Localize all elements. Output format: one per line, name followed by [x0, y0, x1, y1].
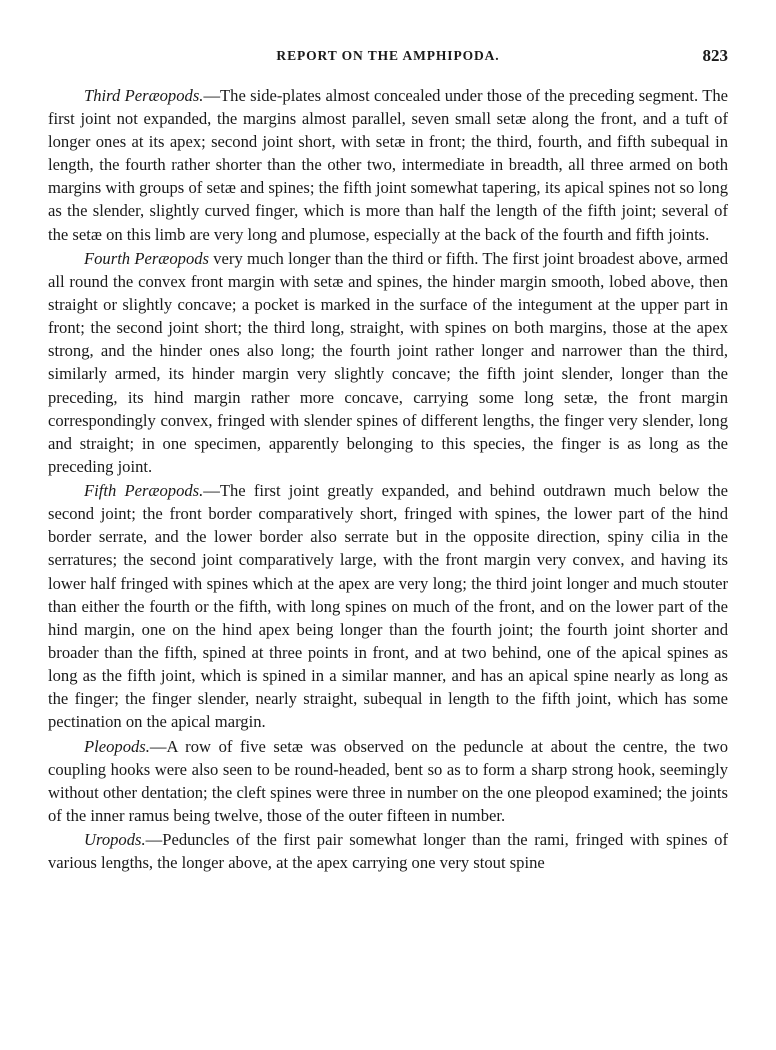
page-number: 823 [702, 46, 728, 65]
page-header [48, 44, 728, 74]
paragraph-fourth-peraeopods [48, 247, 728, 478]
paragraph-text: —A row of five setæ was observed on the peduncle at about the centre, the two coupling hooks were also seen to be round-headed, bent so as to form a sharp strong hook, seemingly without other dentation; the cleft spines were three in number on the one pleopod examined; the joints of the inner ramus being twelve, those of the outer fifteen in number. [48, 736, 728, 825]
paragraph-text: —Peduncles of the first pair somewhat longer than the rami, fringed with spines of various lengths, the longer above, at the apex carrying one very stout spine [48, 830, 728, 873]
paragraph-third-peraeopods [48, 84, 728, 246]
section-heading: Uropods. [84, 830, 146, 850]
body-text [48, 84, 728, 874]
section-heading: Fifth Peræopods. [84, 481, 204, 501]
paragraph-text: —The side-plates almost concealed under those of the preceding segment. The first joint not expanded, the margins almost parallel, seven small setæ along the front, and a tuft of longer ones at its apex; second joint short, with setæ in front; the third, fourth, and fifth subequal in length, the fourth rather shorter than the other two, intermediate in breadth, all three armed on both margins with groups of setæ and spines; the fifth joint somewhat tapering, its apical spines not so long as the slender, slightly curved finger, which is more than half the length of the fifth joint; several of the setæ on this limb are very long and plumose, especially at the back of the fourth and fifth joints. [48, 86, 728, 244]
section-heading: Third Peræopods. [84, 86, 204, 105]
book-page [48, 44, 728, 874]
paragraph-text: very much longer than the third or fifth. The first joint broadest above, armed all round the convex front margin with setæ and spines, the hinder margin smooth, lobed above, then straight or slightly concave; a pocket is marked in the surface of the integument at the upper part in front; the second joint short; the third long, straight, with spines on both margins, those at the apex strong, and the hinder ones also long; the fourth joint rather longer and narrower than the third, similarly armed, its hinder margin very slightly concave; the fifth joint slender, longer than the preceding, its hind margin rather more concave, carrying some long setæ, the front margin correspondingly convex, fringed with slender spines of different lengths, the finger very slender, long and straight; in one specimen, apparently belonging to this species, the finger is as long as the preceding joint. [48, 248, 728, 476]
section-heading: Fourth Peræopods [84, 248, 210, 268]
running-title: REPORT ON THE AMPHIPODA. [276, 48, 500, 63]
paragraph-fifth-peraeopods [48, 479, 728, 733]
section-heading: Pleopods. [84, 736, 150, 756]
paragraph-text: —The first joint greatly expanded, and behind outdrawn much below the second joint; the front border comparatively short, fringed with spines, the lower part of the hind border serrate, and the lower border also serrate but in the opposite direction, spiny cilia in the serratures; the second joint comparatively large, with the front margin very convex, and having its lower half fringed with spines which at the apex are very long; the third joint longer and much stouter than either the fourth or the fifth, with long spines on much of the front, and on the lower part of the hind margin, one on the hind apex being longer than the fourth joint; the fourth joint shorter and broader than the fifth, spined at three points in front, and at two behind, one of the apical spines as long as the fifth joint, which is spined in a similar manner, and has an apical spine nearly as long as the finger; the finger slender, nearly straight, subequal in length to the fifth joint, which has some pectination on the apical margin. [48, 481, 728, 732]
paragraph-pleopods [48, 735, 728, 827]
paragraph-uropods [48, 828, 728, 874]
